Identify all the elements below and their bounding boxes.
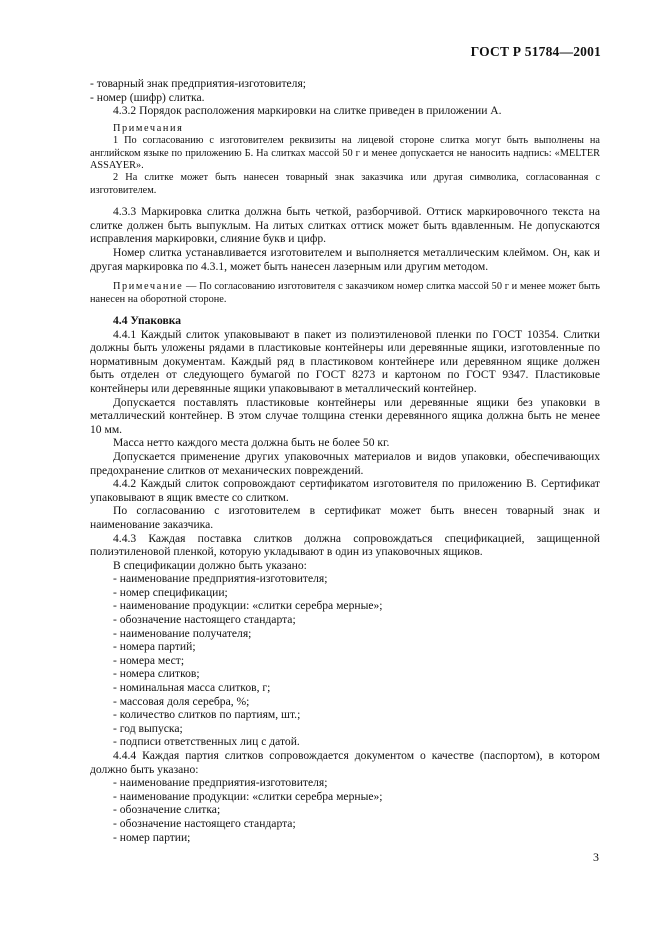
clause-4-3-3-number: Номер слитка устанавливается изготовителем и выполняется металлическим клеймом. Он, как и другая маркировка по 4.3.1, может быть нанесен лазерным или другим методом.	[90, 246, 600, 273]
list-item: - наименование предприятия-изготовителя;	[113, 572, 328, 586]
clause-4-4-1-materials: Допускается применение других упаковочных материалов и видов упаковки, обеспечивающих предохранение слитков от механических повреждений.	[90, 449, 600, 477]
clause-4-4-2: 4.4.2 Каждый слиток сопровождают сертификатом изготовителя по приложению В. Сертификат упаковывают в ящик вместе со слитком.	[90, 477, 600, 504]
notes-heading: Примечания	[113, 122, 184, 134]
marking-item-trademark: - товарный знак предприятия-изготовителя;	[90, 77, 307, 90]
list-item: - массовая доля серебра, %;	[113, 694, 250, 708]
list-item: - подписи ответственных лиц с датой.	[113, 735, 300, 749]
list-item: - номинальная масса слитков, г;	[113, 681, 271, 695]
note-1: 1 По согласованию с изготовителем реквизиты на лицевой стороне слитка могут быть выполнены на английском языке по приложению Б. На слитках массой 50 г и менее допускается не наносить надпись: «MELTER ASSAYER».	[90, 135, 600, 171]
list-item: - номера партий;	[113, 640, 196, 654]
list-item: - год выпуска;	[113, 721, 183, 735]
clause-4-4-4: 4.4.4 Каждая партия слитков сопровождается документом о качестве (паспортом), в котором должно быть указано:	[90, 749, 600, 776]
list-item: - обозначение слитка;	[113, 803, 221, 817]
list-item: - наименование предприятия-изготовителя;	[113, 776, 328, 790]
note-3-text: — По согласованию изготовителя с заказчиком номер слитка массой 50 г и менее может быть нанесен на оборотной стороне.	[90, 281, 600, 305]
clause-4-3-2: 4.3.2 Порядок расположения маркировки на слитке приведен в приложении А.	[113, 104, 502, 118]
list-item: - наименование продукции: «слитки серебра мерные»;	[113, 789, 383, 803]
marking-item-number: - номер (шифр) слитка.	[90, 90, 205, 104]
list-item: - наименование получателя;	[113, 626, 252, 640]
clause-4-4-3-intro: В спецификации должно быть указано:	[113, 558, 307, 572]
note-2: 2 На слитке может быть нанесен товарный знак заказчика или другая символика, согласованная с изготовителем.	[90, 172, 600, 196]
note-3	[90, 281, 600, 306]
list-item: - количество слитков по партиям, шт.;	[113, 708, 301, 722]
list-item: - обозначение настоящего стандарта;	[113, 816, 296, 830]
page-body	[90, 77, 600, 844]
clause-4-3-3: 4.3.3 Маркировка слитка должна быть четкой, разборчивой. Оттиск маркировочного текста на слитке должен быть выпуклым. На литых слитках оттиск может быть вдавленным. Не допускаются исправления маркировки, слияние букв и цифр.	[90, 205, 600, 246]
list-item: - номер партии;	[113, 830, 191, 844]
list-item: - номера слитков;	[113, 667, 200, 681]
clause-4-4-1: 4.4.1 Каждый слиток упаковывают в пакет из полиэтиленовой пленки по ГОСТ 10354. Слитки должны быть уложены рядами в пластиковые контейнеры или деревянные ящики, изготовленные по нормативным документам. Каждый ряд в пластиковом контейнере или деревянном ящике должен быть отделен от следующего бумагой по ГОСТ 8273 и картоном по ГОСТ 9347. Пластиковые контейнеры или деревянные ящики упаковывают в металлический контейнер.	[90, 327, 600, 395]
list-item: - номер спецификации;	[113, 585, 228, 599]
clause-4-4-1-alt: Допускается поставлять пластиковые контейнеры или деревянные ящики без упаковки в металлический контейнер. В этом случае толщина стенки деревянного ящика должна быть не менее 10 мм.	[90, 395, 600, 436]
standard-code-header: ГОСТ Р 51784—2001	[470, 44, 601, 59]
page-number: 3	[593, 850, 599, 864]
clause-4-4-3: 4.4.3 Каждая поставка слитков должна сопровождаться спецификацией, защищенной полиэтиленовой пленкой, которую укладывают в один из упаковочных ящиков.	[90, 531, 600, 559]
list-item: - обозначение настоящего стандарта;	[113, 613, 296, 627]
note-3-label: Примечание	[113, 281, 184, 293]
list-item: - номера мест;	[113, 653, 185, 667]
section-4-4-title: 4.4 Упаковка	[113, 314, 182, 327]
clause-4-4-1-mass: Масса нетто каждого места должна быть не более 50 кг.	[113, 436, 390, 450]
list-item: - наименование продукции: «слитки серебра мерные»;	[113, 599, 383, 613]
clause-4-4-2-trademark: По согласованию с изготовителем в сертификат может быть внесен товарный знак и наименование заказчика.	[90, 504, 600, 531]
